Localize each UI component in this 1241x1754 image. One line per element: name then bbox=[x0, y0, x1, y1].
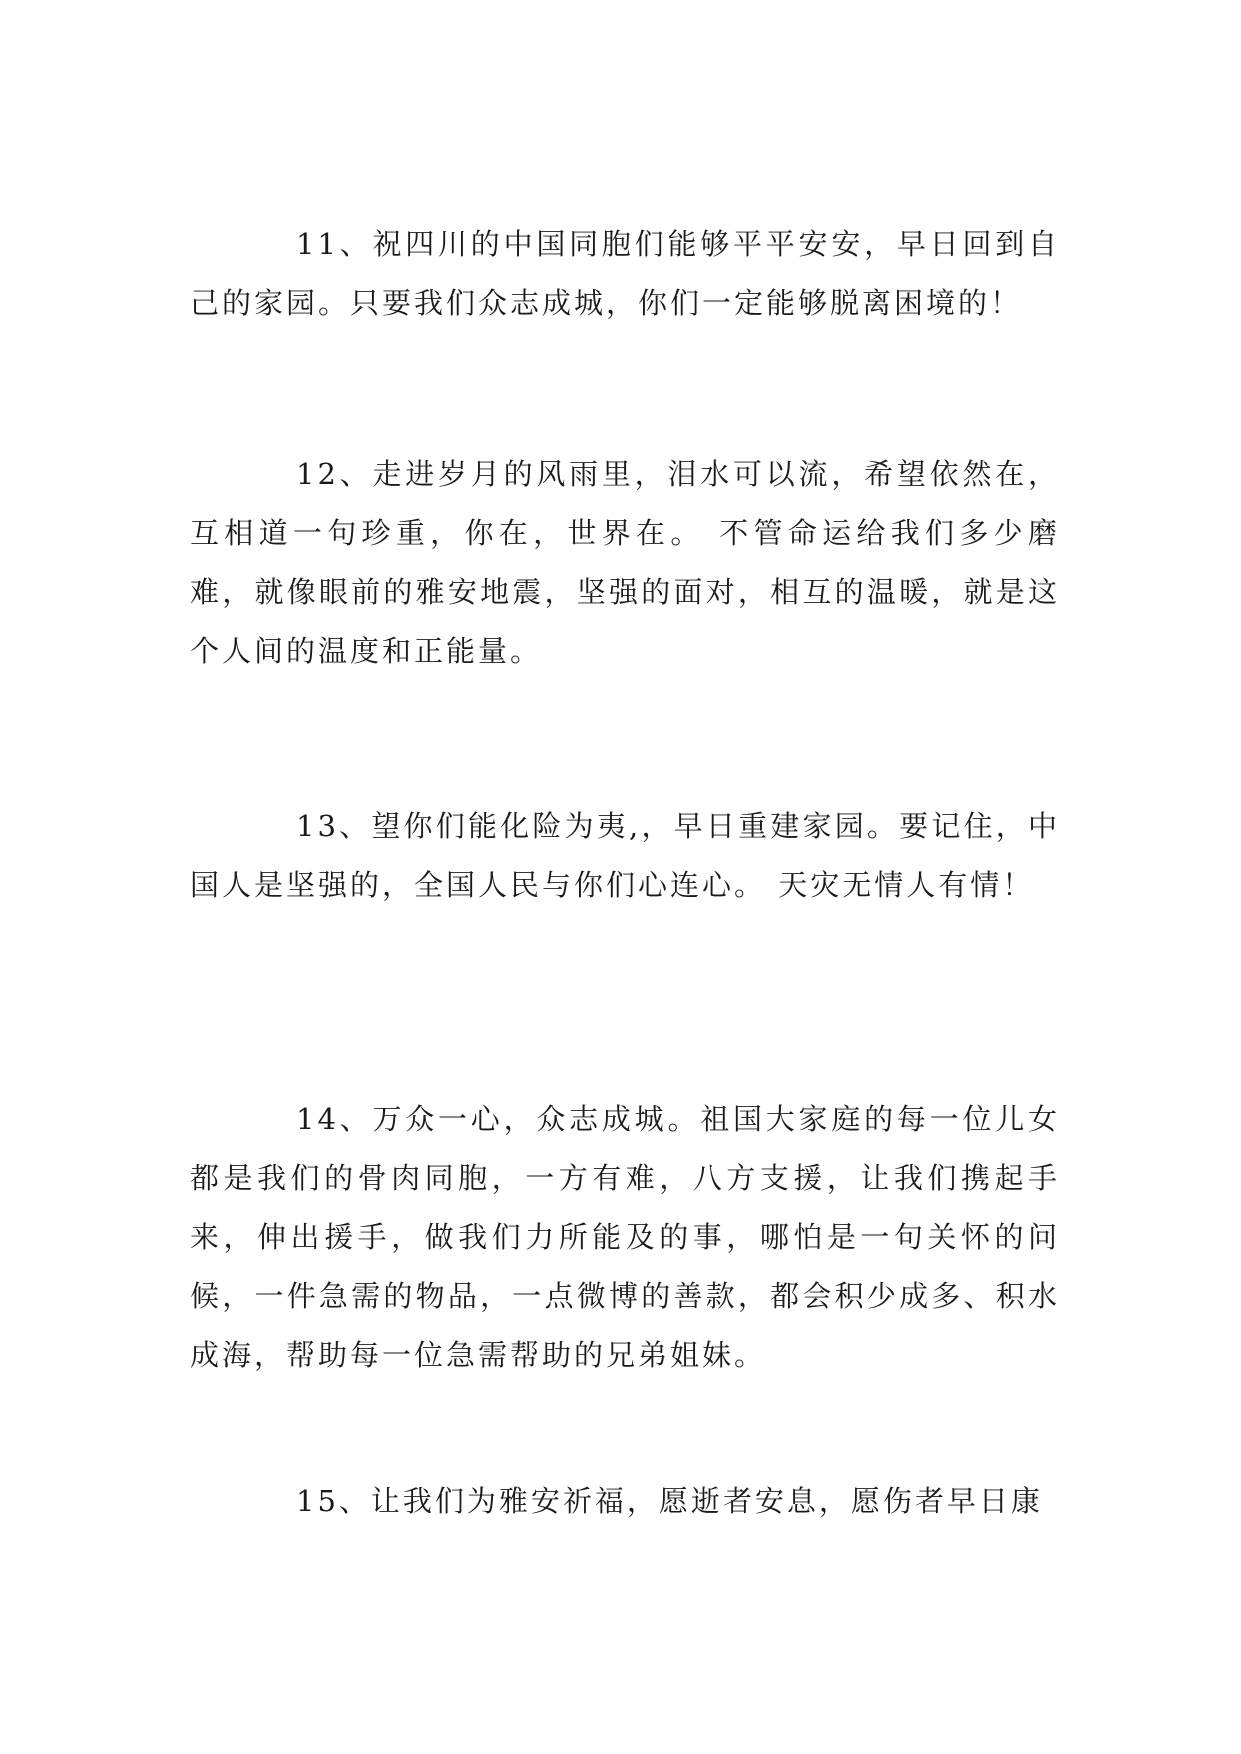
paragraph-12: 12、走进岁月的风雨里，泪水可以流，希望依然在，互相道一句珍重，你在，世界在。 不管命运给我们多少磨难，就像眼前的雅安地震，坚强的面对，相互的温暖，就是这个人间的温度和正能量。 bbox=[190, 457, 1060, 668]
paragraph-13: 13、望你们能化险为夷,，早日重建家园。要记住，中国人是坚强的，全国人民与你们心连心。 天灾无情人有情！ bbox=[190, 809, 1060, 902]
paragraph-14: 14、万众一心，众志成城。祖国大家庭的每一位儿女都是我们的骨肉同胞，一方有难，八方支援，让我们携起手来，伸出援手，做我们力所能及的事，哪怕是一句关怀的问候，一件急需的物品，一点微博的善款，都会积少成多、积水成海，帮助每一位急需帮助的兄弟姐妹。 bbox=[190, 1102, 1060, 1372]
paragraph-15: 15、让我们为雅安祈福，愿逝者安息，愿伤者早日康 bbox=[296, 1484, 1043, 1518]
paragraph-11: 11、祝四川的中国同胞们能够平平安安，早日回到自己的家园。只要我们众志成城，你们一定能够脱离困境的！ bbox=[190, 227, 1060, 320]
